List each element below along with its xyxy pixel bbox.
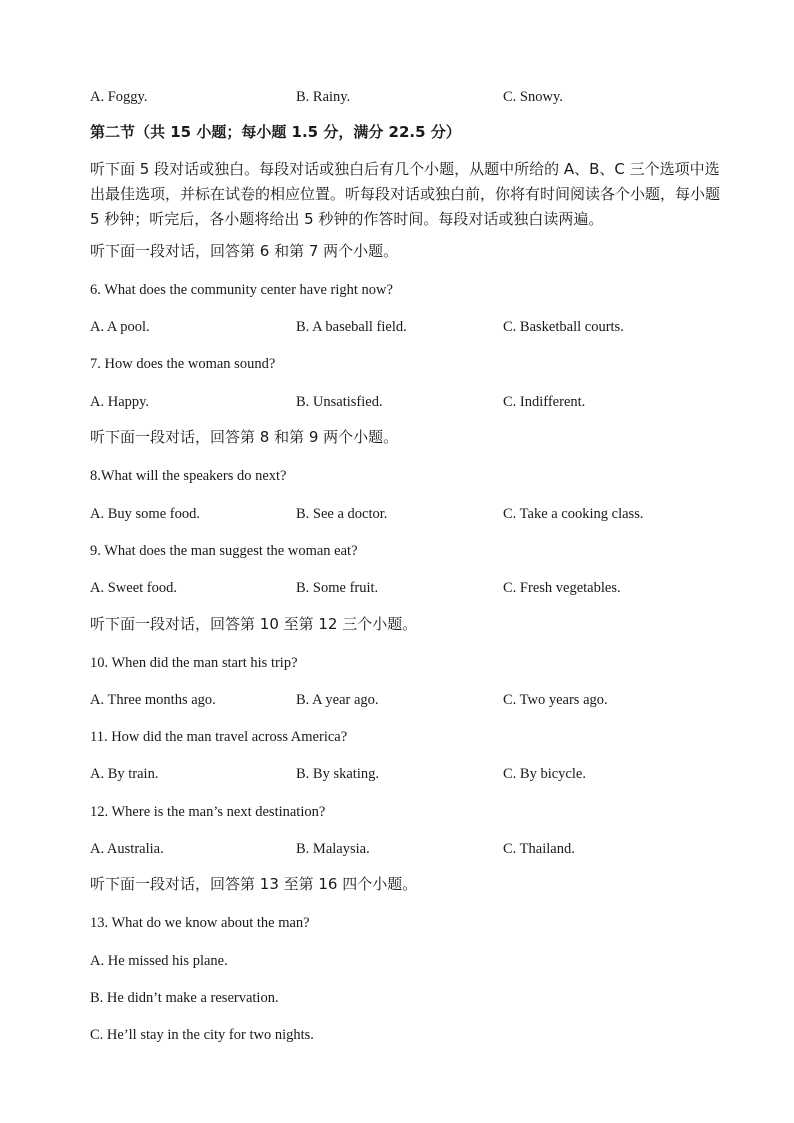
q8-option-c: C. Take a cooking class.	[503, 506, 644, 522]
q13-option-c: C. He’ll stay in the city for two nights.	[90, 1027, 314, 1043]
q7-option-a: A. Happy.	[90, 394, 150, 410]
question-12-stem: 12. Where is the man’s next destination?	[90, 804, 326, 820]
question-11-stem: 11. How did the man travel across America?	[90, 729, 348, 745]
q13-option-b: B. He didn’t make a reservation.	[90, 990, 279, 1006]
group-directive-2: 听下面一段对话，回答第 8 和第 9 两个小题。	[90, 428, 399, 446]
q8-option-b: B. See a doctor.	[296, 506, 388, 522]
q7-option-b: B. Unsatisfied.	[296, 394, 383, 410]
q11-option-b: B. By skating.	[296, 766, 379, 782]
q11-option-a: A. By train.	[90, 766, 159, 782]
group-directive-4: 听下面一段对话，回答第 13 至第 16 四个小题。	[90, 875, 418, 893]
q7-option-c: C. Indifferent.	[503, 394, 586, 410]
q9-option-c: C. Fresh vegetables.	[503, 580, 621, 596]
question-13-stem: 13. What do we know about the man?	[90, 915, 310, 931]
q12-option-a: A. Australia.	[90, 841, 164, 857]
q6-option-b: B. A baseball field.	[296, 319, 407, 335]
q10-option-a: A. Three months ago.	[90, 692, 216, 708]
question-7-stem: 7. How does the woman sound?	[90, 356, 276, 372]
q8-option-a: A. Buy some food.	[90, 506, 200, 522]
q9-option-a: A. Sweet food.	[90, 580, 177, 596]
q5-option-c: C. Snowy.	[503, 89, 563, 105]
q13-option-a: A. He missed his plane.	[90, 953, 228, 969]
q6-option-c: C. Basketball courts.	[503, 319, 624, 335]
group-directive-1: 听下面一段对话，回答第 6 和第 7 两个小题。	[90, 242, 399, 260]
q10-option-b: B. A year ago.	[296, 692, 379, 708]
q10-option-c: C. Two years ago.	[503, 692, 608, 708]
q11-option-c: C. By bicycle.	[503, 766, 586, 782]
q12-option-b: B. Malaysia.	[296, 841, 370, 857]
section-heading: 第二节（共 15 小题；每小题 1.5 分，满分 22.5 分）	[90, 123, 461, 141]
q5-option-a: A. Foggy.	[90, 89, 148, 105]
q6-option-a: A. A pool.	[90, 319, 150, 335]
q5-option-b: B. Rainy.	[296, 89, 351, 105]
group-directive-3: 听下面一段对话，回答第 10 至第 12 三个小题。	[90, 615, 418, 633]
question-9-stem: 9. What does the man suggest the woman eat?	[90, 543, 358, 559]
q9-option-b: B. Some fruit.	[296, 580, 379, 596]
question-6-stem: 6. What does the community center have right now?	[90, 282, 393, 298]
q12-option-c: C. Thailand.	[503, 841, 575, 857]
question-8-stem: 8.What will the speakers do next?	[90, 468, 287, 484]
question-10-stem: 10. When did the man start his trip?	[90, 655, 298, 671]
section-instructions: 听下面 5 段对话或独白。每段对话或独白后有几个小题，从题中所给的 A、B、C 三个选项中选出最佳选项，并标在试卷的相应位置。听每段对话或独白前，你将有时间阅读各个小题，每小题 5 秒钟；听完后，各小题将给出 5 秒钟的作答时间。每段对话或独白读两遍。	[90, 160, 721, 228]
